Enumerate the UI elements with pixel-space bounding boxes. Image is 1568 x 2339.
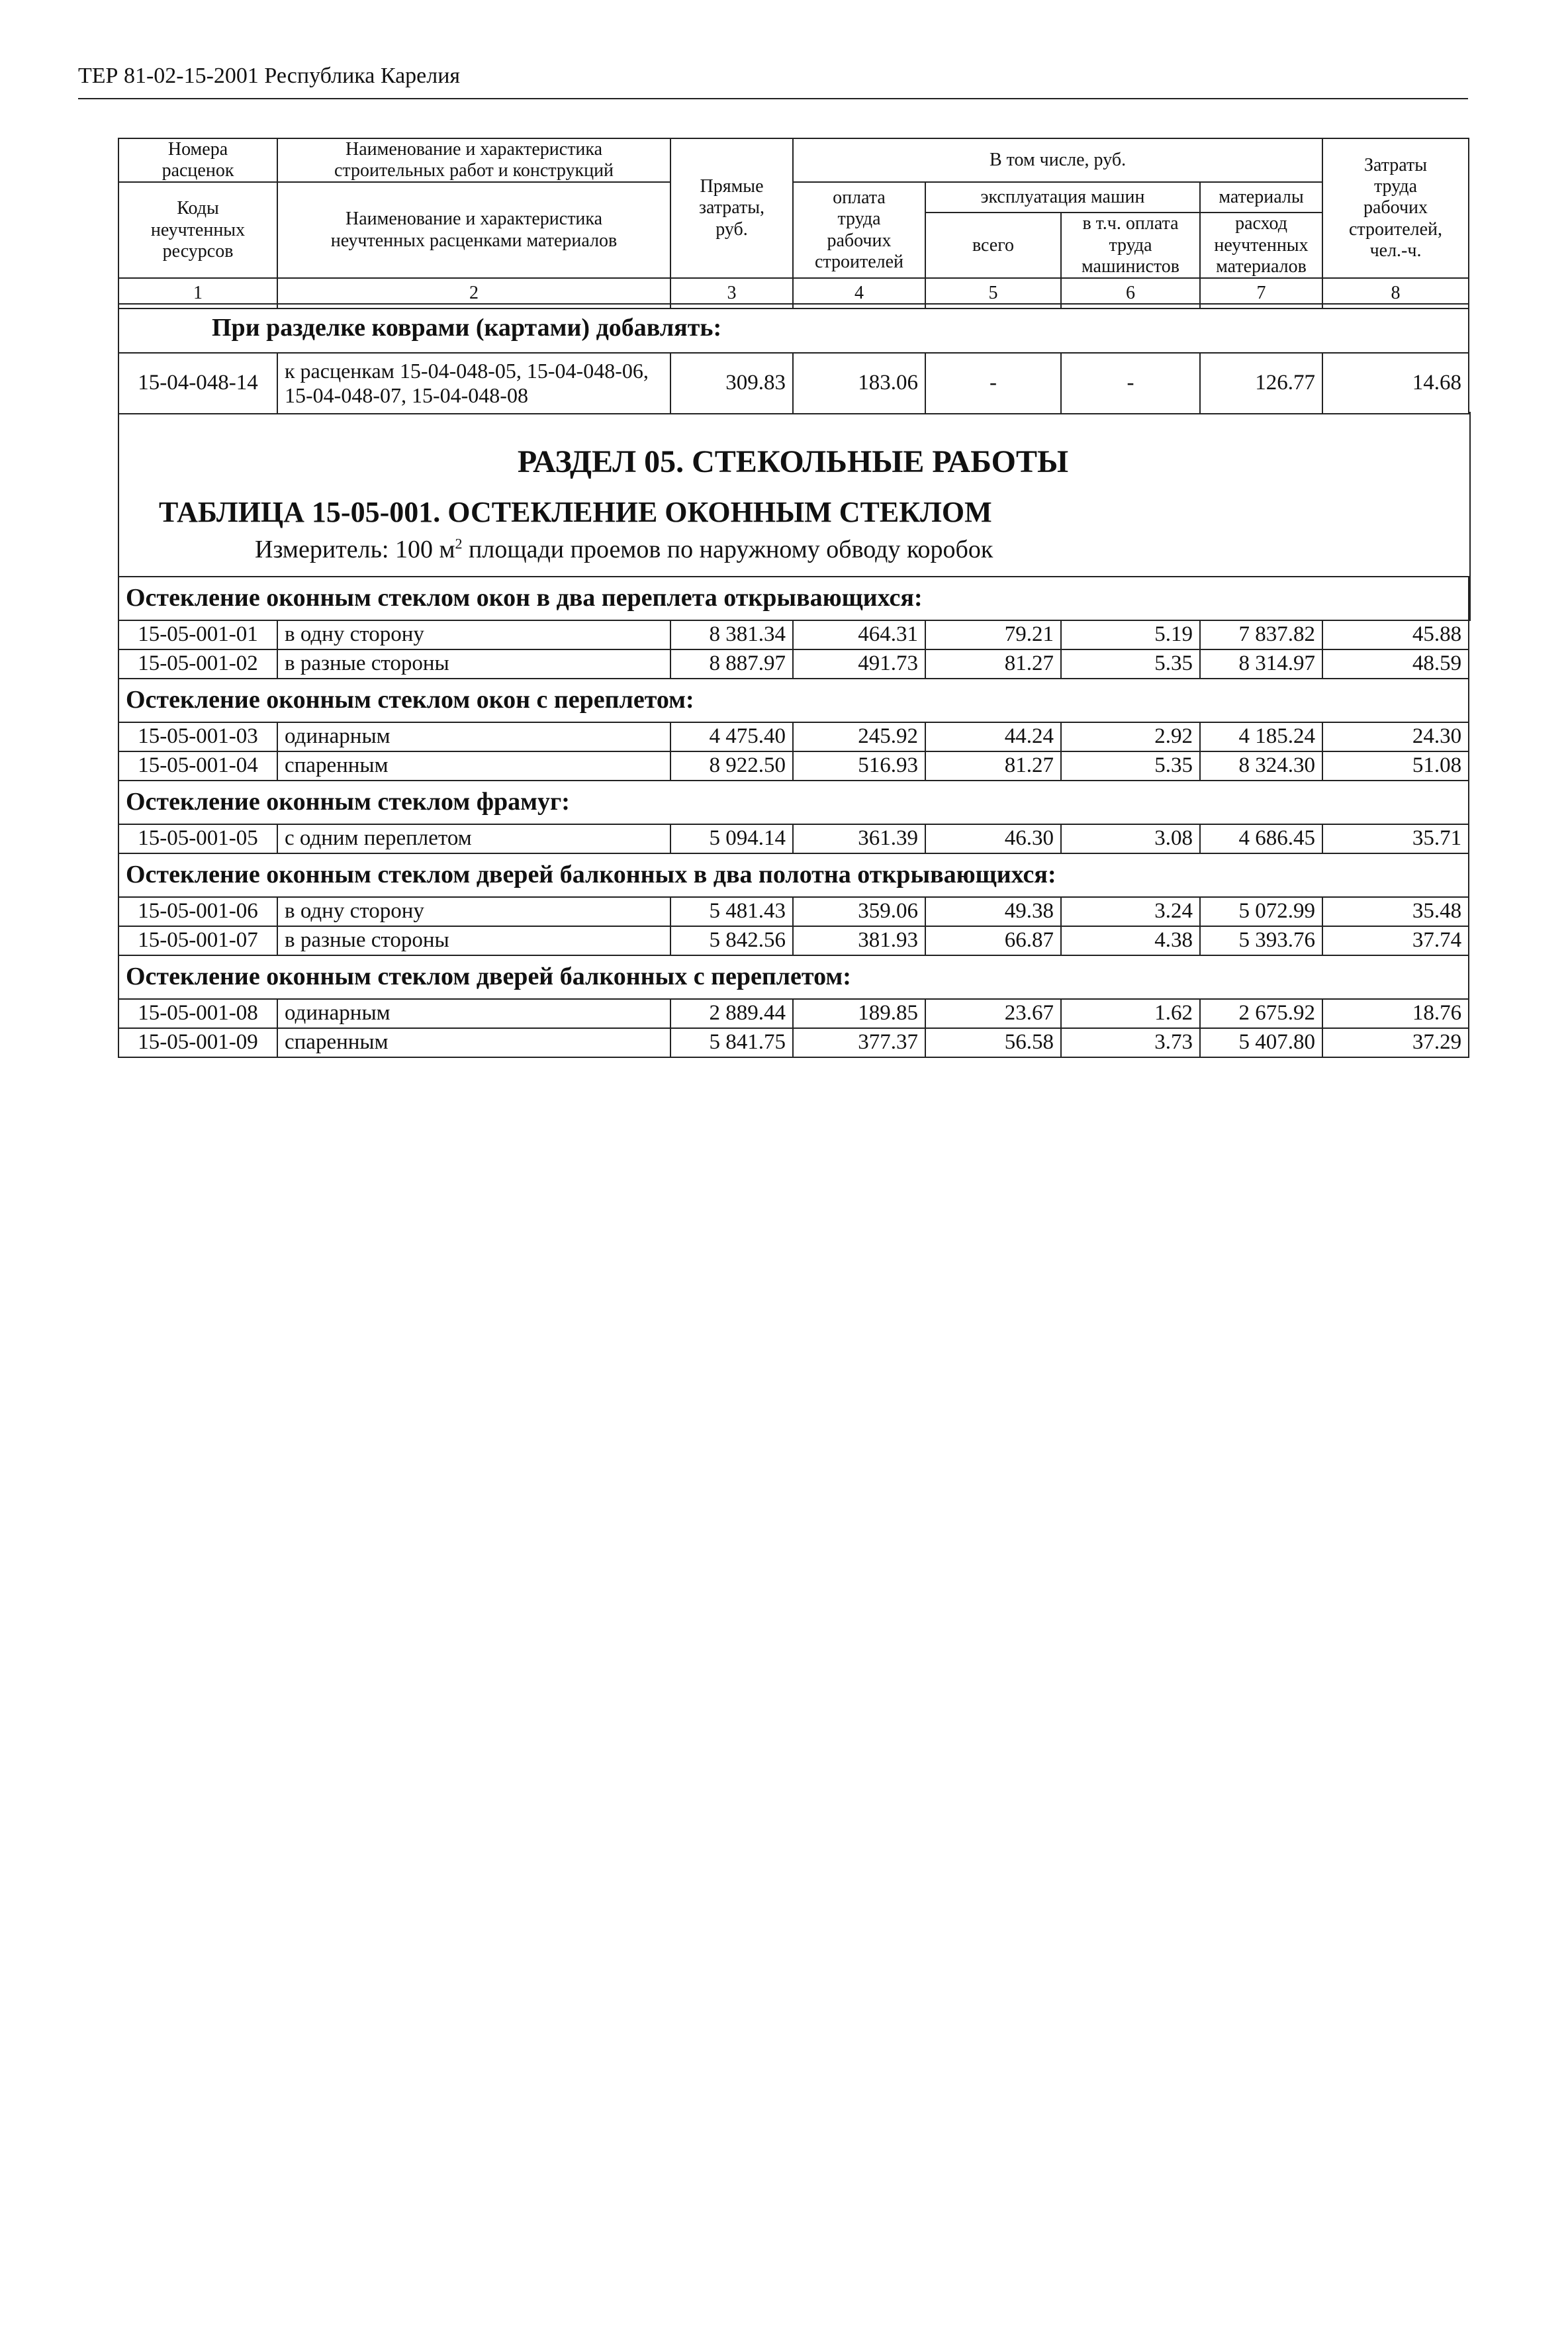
col-header-materials: материалы <box>1200 182 1322 213</box>
rate-name: спаренным <box>277 751 670 781</box>
column-header-table <box>118 138 1469 309</box>
materials: 7 837.82 <box>1200 620 1322 649</box>
section-title: РАЗДЕЛ 05. СТЕКОЛЬНЫЕ РАБОТЫ <box>517 444 1069 479</box>
col-header-direct-costs: Прямые затраты, руб. <box>670 138 793 278</box>
machines-total: 81.27 <box>925 751 1061 781</box>
direct-costs: 8 887.97 <box>670 649 793 679</box>
materials: 4 185.24 <box>1200 722 1322 751</box>
rate-name: одинарным <box>277 722 670 751</box>
labor-hours: 14.68 <box>1322 353 1469 414</box>
rate-name: к расценкам 15-04-048-05, 15-04-048-06, 15-04-048-07, 15-04-048-08 <box>277 353 670 414</box>
col-number-3: 3 <box>670 278 793 309</box>
worker-pay: 359.06 <box>793 897 925 926</box>
direct-costs: 5 842.56 <box>670 926 793 955</box>
operator-pay: 5.35 <box>1061 649 1200 679</box>
labor-hours: 37.29 <box>1322 1028 1469 1057</box>
group-heading: Остекление оконным стеклом окон с переплетом: <box>118 679 1469 722</box>
rate-name: спаренным <box>277 1028 670 1057</box>
labor-hours: 37.74 <box>1322 926 1469 955</box>
header-rule <box>78 98 1468 99</box>
machines-total: 49.38 <box>925 897 1061 926</box>
worker-pay: 361.39 <box>793 824 925 853</box>
materials: 8 324.30 <box>1200 751 1322 781</box>
materials: 5 393.76 <box>1200 926 1322 955</box>
rate-code: 15-05-001-08 <box>118 999 277 1028</box>
rate-name: одинарным <box>277 999 670 1028</box>
materials: 126.77 <box>1200 353 1322 414</box>
worker-pay: 491.73 <box>793 649 925 679</box>
rate-name: в одну сторону <box>277 897 670 926</box>
direct-costs: 5 481.43 <box>670 897 793 926</box>
unit-line: Измеритель: 100 $м^2$ площади проемов по наружному обводу коробок <box>255 535 993 563</box>
labor-hours: 48.59 <box>1322 649 1469 679</box>
labor-hours: 45.88 <box>1322 620 1469 649</box>
rate-code: 15-04-048-14 <box>118 353 277 414</box>
col-header-in-total: В том числе, руб. <box>793 138 1322 182</box>
group-heading: Остекление оконным стеклом фрамуг: <box>118 781 1469 824</box>
col-header-materials-name: Наименование и характеристика неучтенных расценками материалов <box>277 182 670 278</box>
materials: 4 686.45 <box>1200 824 1322 853</box>
operator-pay: 5.35 <box>1061 751 1200 781</box>
rate-code: 15-05-001-04 <box>118 751 277 781</box>
worker-pay: 377.37 <box>793 1028 925 1057</box>
worker-pay: 245.92 <box>793 722 925 751</box>
machines-total: 46.30 <box>925 824 1061 853</box>
worker-pay: 464.31 <box>793 620 925 649</box>
direct-costs: 8 922.50 <box>670 751 793 781</box>
col-number-1: 1 <box>118 278 277 309</box>
operator-pay: - <box>1061 353 1200 414</box>
pre-section-table <box>118 303 1469 414</box>
machines-total: 44.24 <box>925 722 1061 751</box>
machines-total: 23.67 <box>925 999 1061 1028</box>
col-header-unaccounted-materials: расход неучтенных материалов <box>1200 213 1322 278</box>
col-number-5: 5 <box>925 278 1061 309</box>
operator-pay: 4.38 <box>1061 926 1200 955</box>
col-number-4: 4 <box>793 278 925 309</box>
table-15-05-001 <box>118 576 1469 1058</box>
direct-costs: 4 475.40 <box>670 722 793 751</box>
operator-pay: 1.62 <box>1061 999 1200 1028</box>
rate-code: 15-05-001-09 <box>118 1028 277 1057</box>
worker-pay: 189.85 <box>793 999 925 1028</box>
rate-code: 15-05-001-02 <box>118 649 277 679</box>
machines-total: 81.27 <box>925 649 1061 679</box>
worker-pay: 381.93 <box>793 926 925 955</box>
labor-hours: 18.76 <box>1322 999 1469 1028</box>
materials: 2 675.92 <box>1200 999 1322 1028</box>
rate-name: в разные стороны <box>277 649 670 679</box>
rate-code: 15-05-001-06 <box>118 897 277 926</box>
rate-code: 15-05-001-01 <box>118 620 277 649</box>
direct-costs: 309.83 <box>670 353 793 414</box>
worker-pay: 516.93 <box>793 751 925 781</box>
col-number-6: 6 <box>1061 278 1200 309</box>
col-header-labor-costs: Затраты труда рабочих строителей, чел.-ч. <box>1322 138 1469 278</box>
direct-costs: 5 094.14 <box>670 824 793 853</box>
labor-hours: 35.48 <box>1322 897 1469 926</box>
col-header-machines: эксплуатация машин <box>925 182 1200 213</box>
rate-code: 15-05-001-05 <box>118 824 277 853</box>
col-number-8: 8 <box>1322 278 1469 309</box>
rate-code: 15-05-001-07 <box>118 926 277 955</box>
labor-hours: 51.08 <box>1322 751 1469 781</box>
operator-pay: 3.24 <box>1061 897 1200 926</box>
table-title: ТАБЛИЦА 15-05-001. ОСТЕКЛЕНИЕ ОКОННЫМ СТЕКЛОМ <box>159 496 992 528</box>
document-header: ТЕР 81-02-15-2001 Республика Карелия <box>78 64 461 88</box>
operator-pay: 5.19 <box>1061 620 1200 649</box>
operator-pay: 3.08 <box>1061 824 1200 853</box>
col-header-worker-pay: оплата труда рабочих строителей <box>793 182 925 278</box>
col-number-7: 7 <box>1200 278 1322 309</box>
direct-costs: 8 381.34 <box>670 620 793 649</box>
group-heading: Остекление оконным стеклом окон в два переплета открывающихся: <box>118 577 1469 620</box>
labor-hours: 24.30 <box>1322 722 1469 751</box>
group-heading: Остекление оконным стеклом дверей балконных в два полотна открывающихся: <box>118 853 1469 897</box>
col-header-machines-total: всего <box>925 213 1061 278</box>
machines-total: - <box>925 353 1061 414</box>
rate-name: в разные стороны <box>277 926 670 955</box>
rate-name: с одним переплетом <box>277 824 670 853</box>
worker-pay: 183.06 <box>793 353 925 414</box>
rate-name: в одну сторону <box>277 620 670 649</box>
machines-total: 56.58 <box>925 1028 1061 1057</box>
col-header-resource-codes: Коды неучтенных ресурсов <box>118 182 277 278</box>
direct-costs: 2 889.44 <box>670 999 793 1028</box>
col-number-2: 2 <box>277 278 670 309</box>
machines-total: 79.21 <box>925 620 1061 649</box>
operator-pay: 2.92 <box>1061 722 1200 751</box>
materials: 8 314.97 <box>1200 649 1322 679</box>
direct-costs: 5 841.75 <box>670 1028 793 1057</box>
materials: 5 407.80 <box>1200 1028 1322 1057</box>
group-heading: Остекление оконным стеклом дверей балконных с переплетом: <box>118 955 1469 999</box>
labor-hours: 35.71 <box>1322 824 1469 853</box>
rate-code: 15-05-001-03 <box>118 722 277 751</box>
col-header-operator-pay: в т.ч. оплата труда машинистов <box>1061 213 1200 278</box>
col-header-rate-number: Номера расценок <box>118 138 277 182</box>
col-header-work-name: Наименование и характеристика строительных работ и конструкций <box>277 138 670 182</box>
group-heading: При разделке коврами (картами) добавлять: <box>118 304 1469 353</box>
materials: 5 072.99 <box>1200 897 1322 926</box>
machines-total: 66.87 <box>925 926 1061 955</box>
operator-pay: 3.73 <box>1061 1028 1200 1057</box>
